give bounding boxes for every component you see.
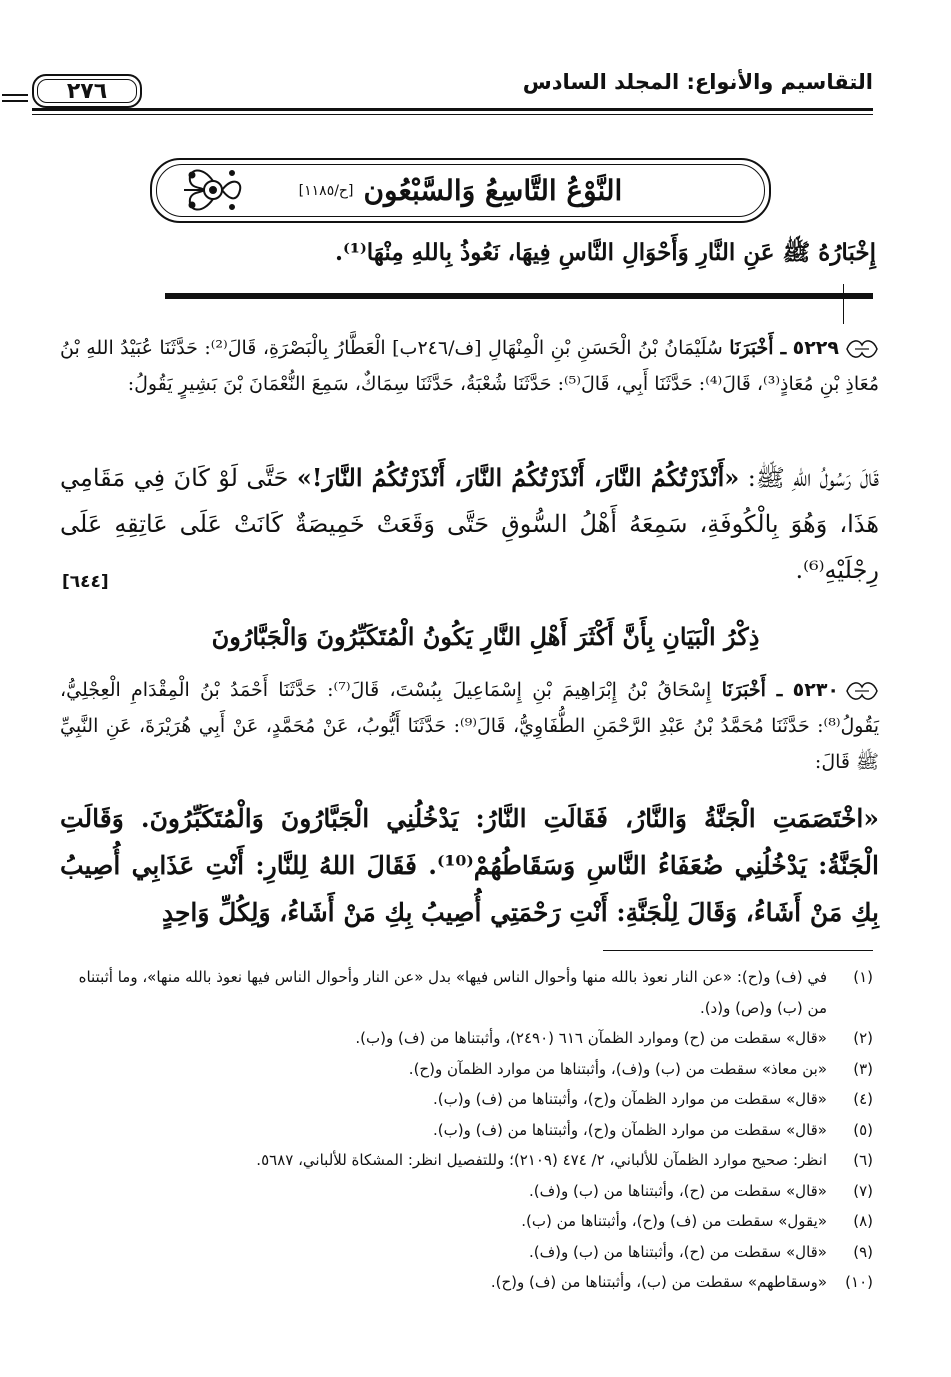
matn-rest: حَتَّى لَوْ كَانَ فِي مَقَامِي هَذَا، وَهُوَ بِالْكُوفَةِ، سَمِعَهُ أَهْلُ السُّوقِ حَتَّى وَقَعَتْ خَمِيصَةٌ كَانَتْ عَلَى عَاتِقِهِ عَلَى رِجْلَيْهِ⁽⁶⁾. bbox=[60, 464, 879, 584]
hadith-5230-isnad bbox=[60, 672, 879, 780]
akhbarana-label: ـ أَخْبَرَنَا bbox=[729, 337, 787, 359]
footnote: (٤) «قال» سقطت من موارد الظمآن و(ح)، وأثبتناها من (ف) و(ب). bbox=[433, 1090, 873, 1108]
isnad-text: سُلَيْمَانُ بْنُ الْحَسَنِ بْنِ الْمِنْهَالِ [ف/٢٤٦ب] الْعَطَّارُ بِالْبَصْرَةِ، قَالَ⁽²⁾: حَدَّثَنَا عُبَيْدُ اللهِ بْنُ مُعَاذِ بْنِ مُعَاذٍ⁽³⁾، قَالَ⁽⁴⁾: حَدَّثَنَا أَبِي، قَالَ⁽⁵⁾: حَدَّثَنَا شُعْبَةُ، حَدَّثَنَا سِمَاكٌ، سَمِعَ النُّعْمَانَ بْنَ بَشِيرٍ يَقُولُ: bbox=[60, 337, 879, 395]
footnote: (٧) «قال» سقطت من (ح)، وأثبتناها من (ب) و(ف). bbox=[528, 1181, 873, 1200]
chapter-title-text: النَّوْعُ التَّاسِعُ وَالسَّبْعُون bbox=[363, 174, 623, 207]
khabar-marker-icon bbox=[845, 337, 879, 361]
isnad-text: إِسْحَاقُ بْنُ إِبْرَاهِيمَ بْنِ إِسْمَاعِيلَ بِبُسْتَ، قَالَ⁽⁷⁾: حَدَّثَنَا أَحْمَدُ بْنُ الْمِقْدَامِ الْعِجْلِيُّ، يَقُولُ⁽⁸⁾: حَدَّثَنَا مُحَمَّدُ بْنُ عَبْدِ الرَّحْمَنِ الطُّفَاوِيُّ، قَالَ⁽⁹⁾: حَدَّثَنَا أَيُّوبُ، عَنْ مُحَمَّدٍ، عَنْ أَبِي هُرَيْرَةَ، عَنِ النَّبِيِّ ﷺ قَالَ: bbox=[60, 679, 879, 773]
khabar-marker-icon bbox=[845, 679, 879, 703]
footnote: (٦) انظر: صحيح موارد الظمآن للألباني، ٢/ ٤٧٤ (٢١٠٩)؛ وللتفصيل انظر: المشكاة للألباني، ٥٦٨٧. bbox=[256, 1151, 873, 1169]
matn-intro: قَالَ رَسُولُ اللهِ ﷺ: bbox=[739, 464, 879, 492]
footnote: (٢) «قال» سقطت من (ح) وموارد الظمآن ٦١٦ (٢٤٩٠)، وأثبتناها من (ف) و(ب). bbox=[355, 1029, 873, 1047]
hadith-ref-tag: [٦٤٤] bbox=[62, 572, 109, 592]
chapter-rule bbox=[165, 293, 873, 299]
footnote: (٥) «قال» سقطت من موارد الظمآن و(ح)، وأثبتناها من (ف) و(ب). bbox=[433, 1120, 873, 1139]
section-heading: ذِكْرُ الْبَيَانِ بِأَنَّ أَكْثَرَ أَهْلِ النَّارِ يَكُونُ الْمُتَكَبِّرُونَ وَالْجَبَّارُونَ bbox=[211, 622, 760, 651]
akhbarana-label: ـ أَخْبَرَنَا bbox=[721, 679, 783, 701]
running-header bbox=[32, 60, 873, 118]
header-rule-thin bbox=[32, 114, 873, 115]
hadith-5229-matn bbox=[60, 455, 879, 593]
matn-bold: «أَنْذَرْتُكُمُ النَّارَ، أَنْذَرْتُكُمُ النَّارَ، أَنْذَرْتُكُمُ النَّارَ!» bbox=[296, 463, 740, 492]
page-number-box bbox=[32, 74, 142, 108]
footnote: (٣) «بن معاذ» سقطت من (ب) و(ف)، وأثبتناها من موارد الظمآن و(ح). bbox=[408, 1059, 873, 1078]
chapter-subtitle: إِخْبَارُهُ ﷺ عَنِ النَّارِ وَأَحْوَالِ النَّاسِ فِيهَا، نَعُوذُ بِاللهِ مِنْهَا⁽¹⁾. bbox=[335, 239, 876, 266]
page-number: ٢٧٦ bbox=[66, 78, 108, 104]
chapter-rule-vertical bbox=[843, 284, 844, 324]
header-dash bbox=[2, 94, 28, 96]
footnote: (٩) «قال» سقطت من (ح)، وأثبتناها من (ب) و(ف). bbox=[528, 1242, 873, 1261]
hadith-5230-matn: «اخْتَصَمَتِ الْجَنَّةُ وَالنَّارُ، فَقَالَتِ النَّارُ: يَدْخُلُنِي الْجَبَّارُونَ وَالْمُتَكَبِّرُونَ. وَقَالَتِ الْجَنَّةُ: يَدْخُلُنِي ضُعَفَاءُ النَّاسِ وَسَقَاطُهُمْ⁽¹⁰⁾. فَقَالَ اللهُ لِلنَّارِ: أَنْتِ عَذَابِي أُصِيبُ بِكِ مَنْ أَشَاءُ، وَقَالَ لِلْجَنَّةِ: أَنْتِ رَحْمَتِي أُصِيبُ بِكِ مَنْ أَشَاءُ، وَلِكُلِّ وَاحِدٍ bbox=[60, 804, 879, 927]
footnote: (١٠) «وسقاطهم» سقطت من (ب)، وأثبتناها من (ف) و(ح). bbox=[490, 1273, 873, 1291]
hadith-number: ٥٢٣٠ bbox=[792, 679, 840, 701]
hadith-5229-isnad bbox=[60, 330, 879, 402]
hadith-number: ٥٢٢٩ bbox=[792, 337, 839, 359]
chapter-ref: [ح/١١٨٥] bbox=[298, 182, 354, 199]
footnote: (١) في (ف) و(ح): «عن النار نعوذ بالله منها وأحوال الناس فيها» بدل «عن النار وأحوال الناس فيها نعوذ بالله منها»، وما أثبتناه من (ب) و(ص) و(د). bbox=[78, 968, 873, 1017]
footnote: (٨) «يقول» سقطت من (ف) و(ح)، وأثبتناها من (ب). bbox=[521, 1212, 873, 1230]
chapter-title-frame bbox=[150, 158, 771, 223]
footnotes bbox=[62, 962, 873, 1298]
chapter-title bbox=[150, 158, 771, 223]
header-rule bbox=[32, 108, 873, 111]
header-dash bbox=[2, 100, 28, 102]
footnote-rule bbox=[603, 950, 873, 951]
running-title: التقاسيم والأنواع: المجلد السادس bbox=[522, 70, 873, 94]
